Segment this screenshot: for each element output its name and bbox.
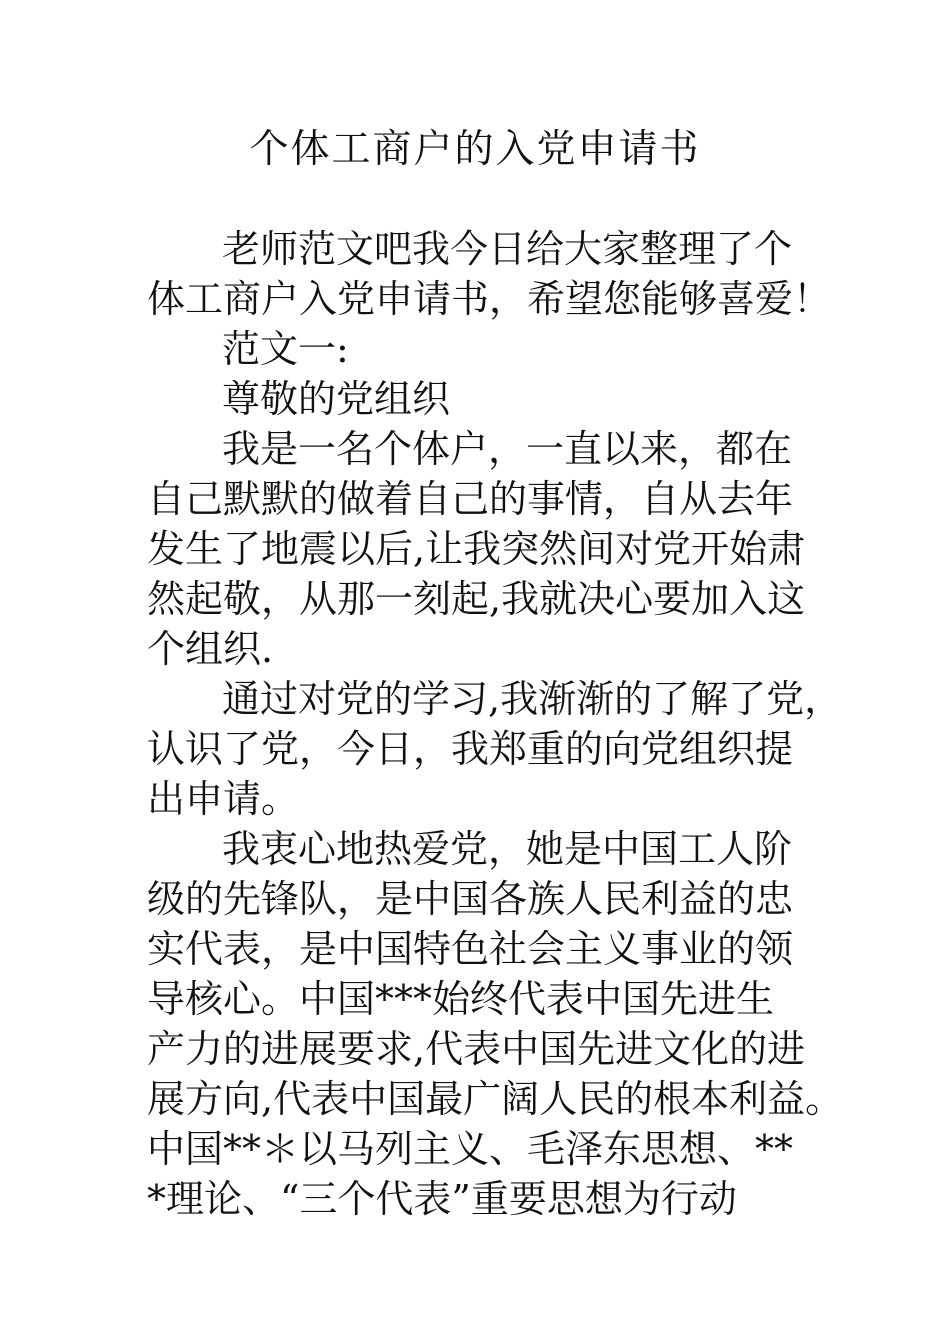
body-line: *理论、“三个代表”重要思想为行动 <box>147 1177 737 1221</box>
body-line: 我是一名个体户，一直以来，都在 <box>222 427 793 471</box>
document-title: 个体工商户的入党申请书 <box>249 127 701 172</box>
body-line: 出申请。 <box>147 777 300 821</box>
body-line: 认识了党，今日，我郑重的向党组织提 <box>147 727 794 771</box>
body-line: 然起敬，从那一刻起,我就决心要加入这 <box>147 577 806 621</box>
body-line: 产力的进展要求,代表中国先进文化的进 <box>147 1027 806 1071</box>
body-line: 我衷心地热爱党，她是中国工人阶 <box>222 827 793 871</box>
body-line: 尊敬的党组织 <box>222 377 451 421</box>
body-line: 实代表，是中国特色社会主义事业的领 <box>147 927 794 971</box>
body-line: 中国**＊以马列主义、毛泽东思想、** <box>147 1127 794 1171</box>
body-line: 展方向,代表中国最广阔人民的根本利益。 <box>147 1077 844 1121</box>
body-line: 体工商户入党申请书，希望您能够喜爱！ <box>147 277 832 321</box>
body-line: 级的先锋队，是中国各族人民利益的忠 <box>147 877 794 921</box>
body-line: 通过对党的学习,我渐渐的了解了党， <box>222 677 843 721</box>
body-line: 自己默默的做着自己的事情，自从去年 <box>147 477 794 521</box>
body-line: 范文一: <box>222 327 349 371</box>
body-line: 导核心。中国***始终代表中国先进生 <box>147 977 775 1021</box>
body-line: 个组织. <box>147 627 274 671</box>
body-line: 老师范文吧我今日给大家整理了个 <box>222 227 793 271</box>
body-line: 发生了地震以后,让我突然间对党开始肃 <box>147 527 806 571</box>
